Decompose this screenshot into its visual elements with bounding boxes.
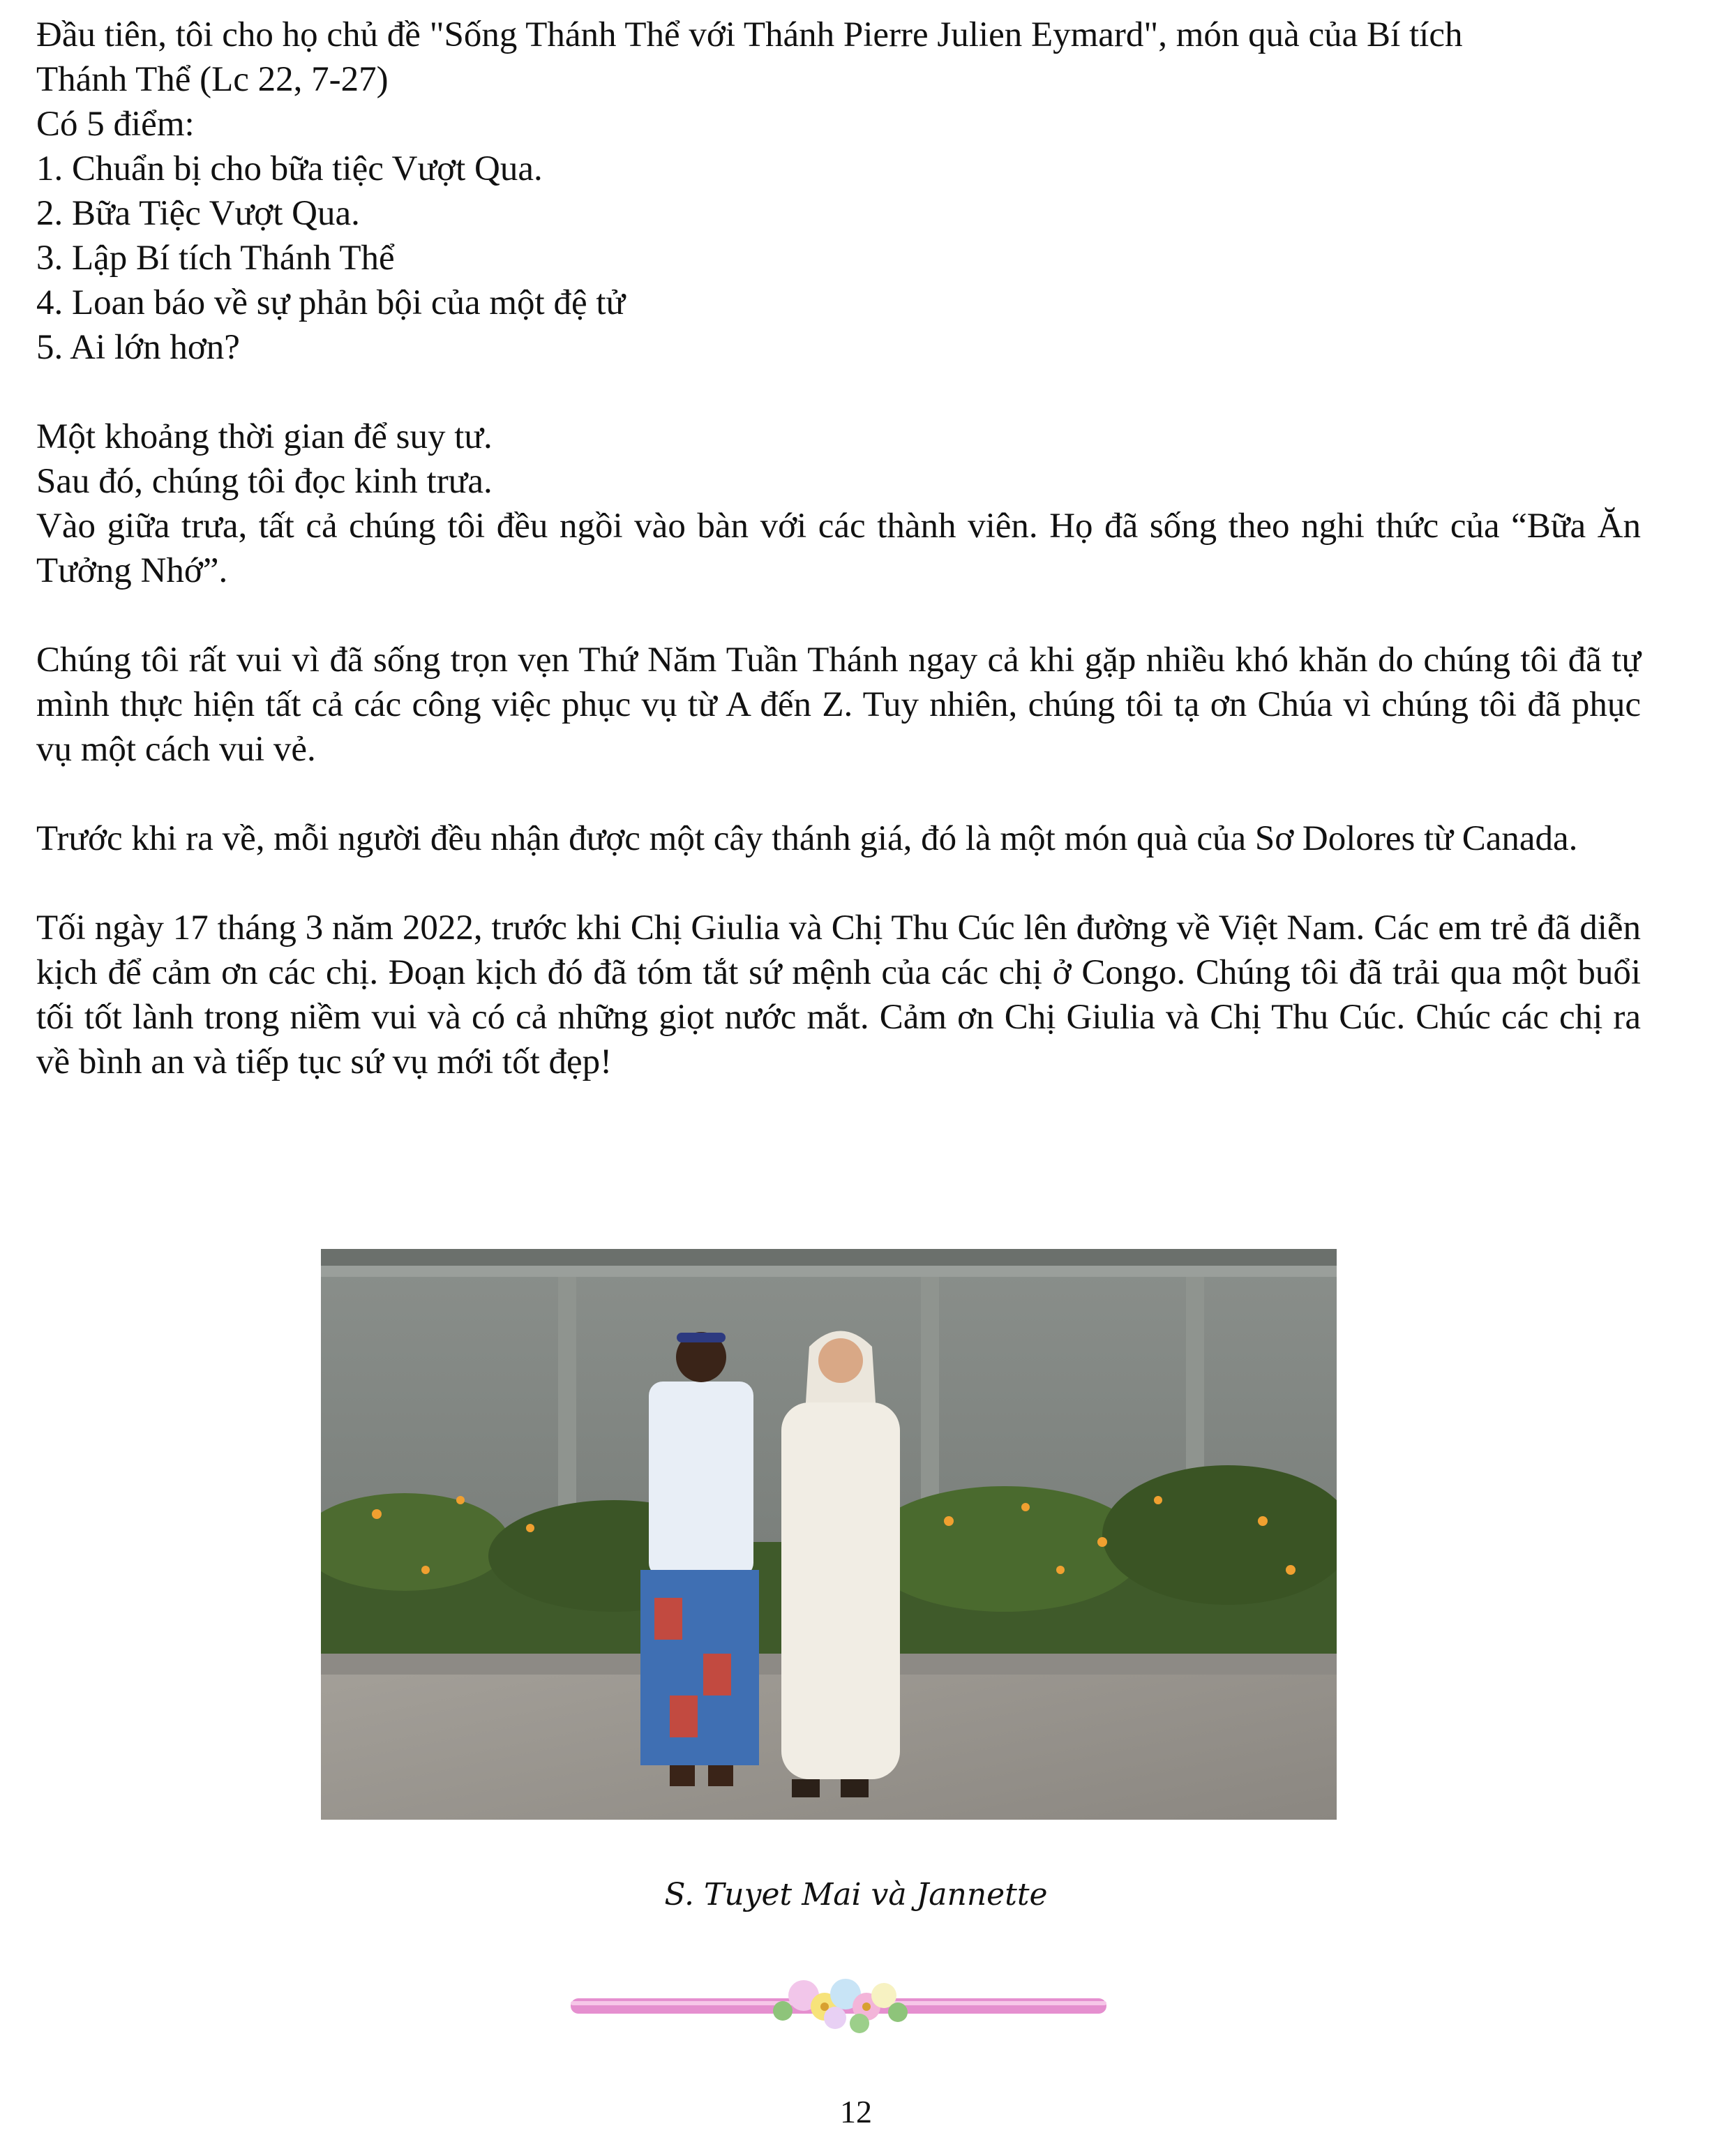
- intro-line-1: Đầu tiên, tôi cho họ chủ đề "Sống Thánh Thể với Thánh Pierre Julien Eymard", món quà của Bí tích: [36, 15, 1463, 54]
- point-item: 1. Chuẩn bị cho bữa tiệc Vượt Qua.: [36, 149, 543, 188]
- page-number: 12: [840, 2094, 872, 2129]
- intro-line-2: Thánh Thể (Lc 22, 7-27): [36, 60, 389, 99]
- point-item: 4. Loan báo về sự phản bội của một đệ tử: [36, 283, 626, 322]
- farewell-paragraph: Tối ngày 17 tháng 3 năm 2022, trước khi Chị Giulia và Chị Thu Cúc lên đường về Việt Nam. Các em trẻ đã diễn kịch để cảm ơn các chị. Đoạn kịch đó đã tóm tắt sứ mệnh của các chị ở Congo. Chúng tôi đã trải qua một buổi tối tốt lành trong niềm vui và có cả những giọt nước mắt. Cảm ơn Chị Giulia và Chị Thu Cúc. Chúc các chị ra về bình an và tiếp tục sứ vụ mới tốt đẹp!: [36, 908, 1641, 1081]
- reflection-line: Một khoảng thời gian để suy tư.: [36, 417, 493, 456]
- photo-two-sisters: [321, 1249, 1337, 1820]
- point-item: 2. Bữa Tiệc Vượt Qua.: [36, 194, 360, 233]
- flower-cluster: [773, 1979, 908, 2033]
- floral-divider-ornament: [566, 1968, 1111, 2044]
- body-text: [36, 13, 1641, 1084]
- prayer-line: Sau đó, chúng tôi đọc kinh trưa.: [36, 462, 493, 501]
- photo-caption: S. Tuyet Mai và Jannette: [664, 1877, 1048, 1912]
- point-item: 5. Ai lớn hơn?: [36, 328, 240, 367]
- gift-paragraph: Trước khi ra về, mỗi người đều nhận được một cây thánh giá, đó là một món quà của Sơ Dolores từ Canada.: [36, 819, 1578, 858]
- point-item: 3. Lập Bí tích Thánh Thể: [36, 239, 395, 278]
- photo-illustration: [321, 1249, 1337, 1820]
- holy-thursday-paragraph: Chúng tôi rất vui vì đã sống trọn vẹn Thứ Năm Tuần Thánh ngay cả khi gặp nhiều khó khăn do chúng tôi đã tự mình thực hiện tất cả các công việc phục vụ từ A đến Z. Tuy nhiên, chúng tôi tạ ơn Chúa vì chúng tôi đã phục vụ một cách vui vẻ.: [36, 641, 1641, 769]
- points-intro: Có 5 điểm:: [36, 105, 195, 144]
- lunch-paragraph: Vào giữa trưa, tất cả chúng tôi đều ngồi vào bàn với các thành viên. Họ đã sống theo nghi thức của “Bữa Ăn Tưởng Nhớ”.: [36, 507, 1641, 590]
- intro-paragraph: [36, 13, 1641, 102]
